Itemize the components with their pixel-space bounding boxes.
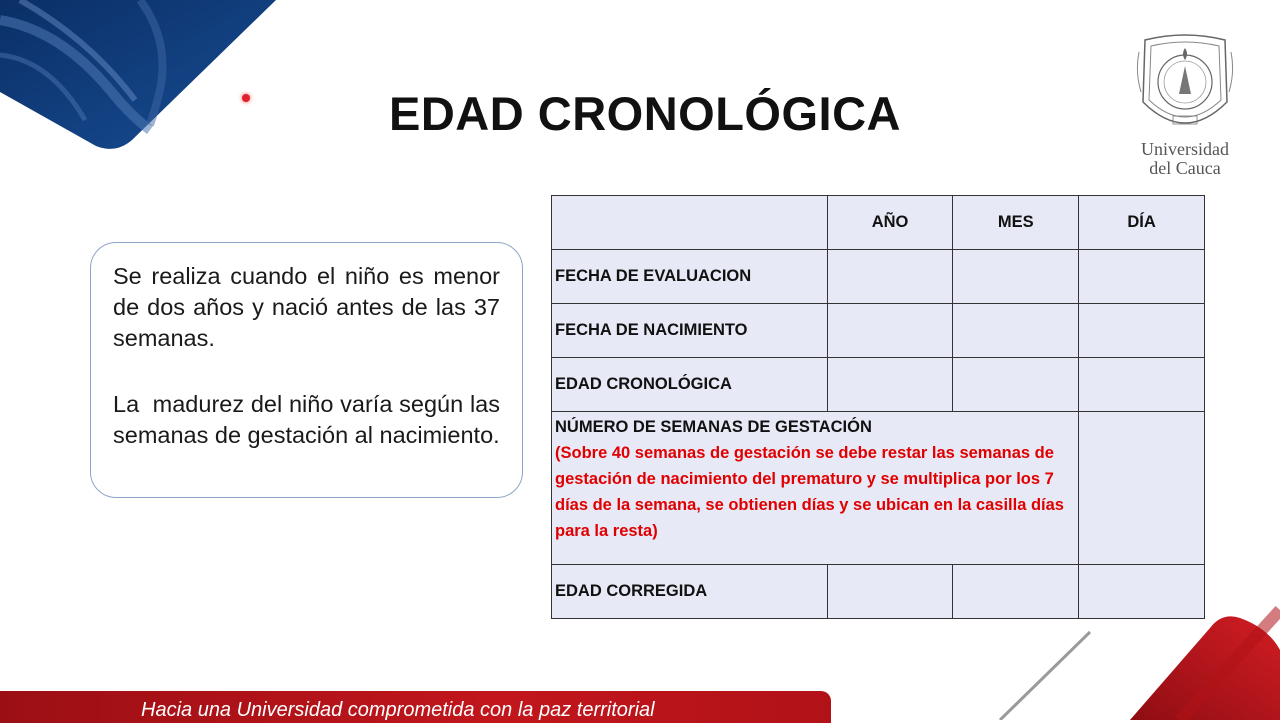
- table-row-gestation: [552, 412, 1205, 565]
- row-label-evaluation-date: FECHA DE EVALUACION: [552, 250, 828, 304]
- university-seal-icon: [1135, 32, 1235, 140]
- university-name-line1: Universidad: [1141, 139, 1229, 159]
- cell-day: [1079, 250, 1205, 304]
- cell-day: [1079, 358, 1205, 412]
- cell-year: [827, 250, 953, 304]
- table-row: [552, 358, 1205, 412]
- cell-day: [1079, 565, 1205, 619]
- header-cell-empty: [552, 196, 828, 250]
- gestation-weeks-cell: [552, 412, 1079, 565]
- row-label-birth-date: FECHA DE NACIMIENTO: [552, 304, 828, 358]
- cell-year: [827, 565, 953, 619]
- header-cell-day: DÍA: [1079, 196, 1205, 250]
- cell-month: [953, 358, 1079, 412]
- header-cell-month: MES: [953, 196, 1079, 250]
- table-header-row: [552, 196, 1205, 250]
- cell-month: [953, 250, 1079, 304]
- cell-day: [1079, 412, 1205, 565]
- gestation-weeks-note: (Sobre 40 semanas de gestación se debe restar las semanas de gestación de nacimiento del prematuro y se multiplica por los 7 días de la semana, se obtienen días y se ubican en la casilla días para la resta): [555, 444, 1064, 540]
- slide-title: EDAD CRONOLÓGICA: [389, 87, 901, 140]
- cell-day: [1079, 304, 1205, 358]
- table-row: [552, 250, 1205, 304]
- age-calculation-table: [551, 195, 1205, 619]
- gestation-weeks-label: NÚMERO DE SEMANAS DE GESTACIÓN: [555, 418, 872, 436]
- cell-year: [827, 358, 953, 412]
- description-paragraph-2: La madurez del niño varía según las semanas de gestación al nacimiento.: [113, 391, 507, 448]
- cell-month: [953, 565, 1079, 619]
- table-row: [552, 304, 1205, 358]
- footer-slogan: Hacia una Universidad comprometida con la paz territorial: [141, 699, 655, 721]
- cell-year: [827, 304, 953, 358]
- header-cell-year: AÑO: [827, 196, 953, 250]
- row-label-corrected-age: EDAD CORREGIDA: [552, 565, 828, 619]
- cell-month: [953, 304, 1079, 358]
- university-logo: [1128, 32, 1242, 192]
- row-label-chronological-age: EDAD CRONOLÓGICA: [552, 358, 828, 412]
- table-row: [552, 565, 1205, 619]
- description-box: [90, 242, 523, 498]
- university-name-line2: del Cauca: [1149, 158, 1221, 178]
- description-paragraph-1: Se realiza cuando el niño es menor de dos años y nació antes de las 37 semanas.: [113, 263, 500, 351]
